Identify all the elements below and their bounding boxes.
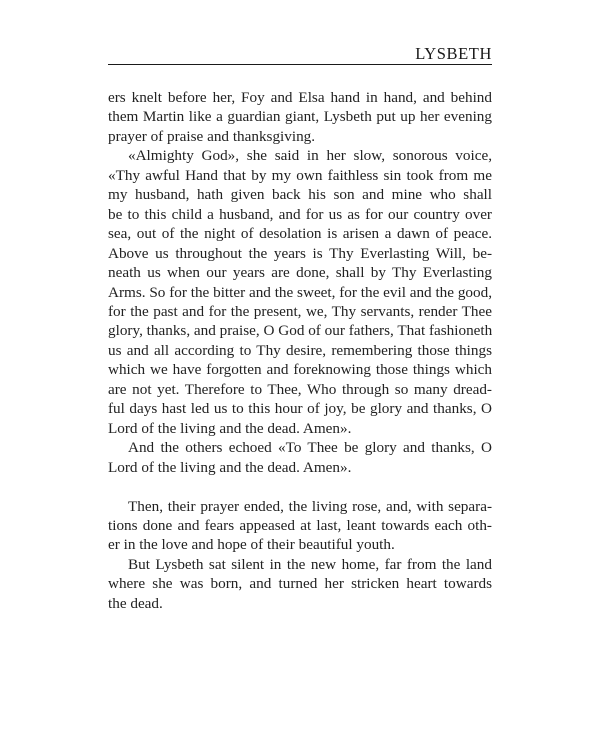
paragraph [108,146,492,438]
text-line: sea, out of the night of desolation is arisen a dawn of peace. [108,225,492,243]
text-line: ers knelt before her, Foy and Elsa hand in hand, and behind [108,89,492,106]
text-line: Above us throughout the years is Thy Everlasting Will, be- [108,244,492,262]
text-line: er in the love and hope of their beautiful youth. [108,536,395,554]
text-line: Arms. So for the bitter and the sweet, for the evil and the good, [108,283,492,301]
paragraph-gap [108,477,492,496]
text-line: Lord of the living and the dead. Amen». [108,419,352,437]
text-line: them Martin like a guardian giant, Lysbeth put up her evening [108,108,492,126]
text-line: «Thy awful Hand that by my own faithless sin took from me [108,166,492,184]
text-line: neath us when our years are done, shall by Thy Everlasting [108,264,492,282]
text-line: my husband, hath given back his son and mine who shall [108,186,492,204]
text-line: Then, their prayer ended, the living rose, and, with separa- [128,497,492,515]
text-line: be to this child a husband, and for us as for our country over [108,205,492,223]
text-line: ful days hast led us to this hour of joy, be glory and thanks, O [108,400,492,418]
text-line: for the past and for the present, we, Thy servants, render Thee [108,302,492,320]
text-line: which we have forgotten and foreknowing those things which [108,361,492,379]
text-line: the dead. [108,594,163,612]
body-text [108,88,492,613]
header-rule [108,64,492,65]
text-line: glory, thanks, and praise, O God of our fathers, That fashioneth [108,322,493,340]
paragraph [108,497,492,555]
text-line: prayer of praise and thanksgiving. [108,127,316,145]
text-line: are not yet. Therefore to Thee, Who through so many dread- [108,380,492,398]
text-line: tions done and fears appeased at last, leant towards each oth- [108,516,492,534]
text-line: Lord of the living and the dead. Amen». [108,458,352,476]
text-line: But Lysbeth sat silent in the new home, far from the land [128,555,492,573]
text-line: And the others echoed «To Thee be glory and thanks, O [128,439,492,457]
paragraph [108,438,492,477]
running-head: LYSBETH [415,44,492,63]
paragraph [108,88,492,146]
paragraph [108,555,492,613]
text-line: «Almighty God», she said in her slow, sonorous voice, [128,147,492,165]
text-line: us and all according to Thy desire, remembering those things [108,341,492,359]
text-line: where she was born, and turned her stricken heart towards [108,575,492,593]
